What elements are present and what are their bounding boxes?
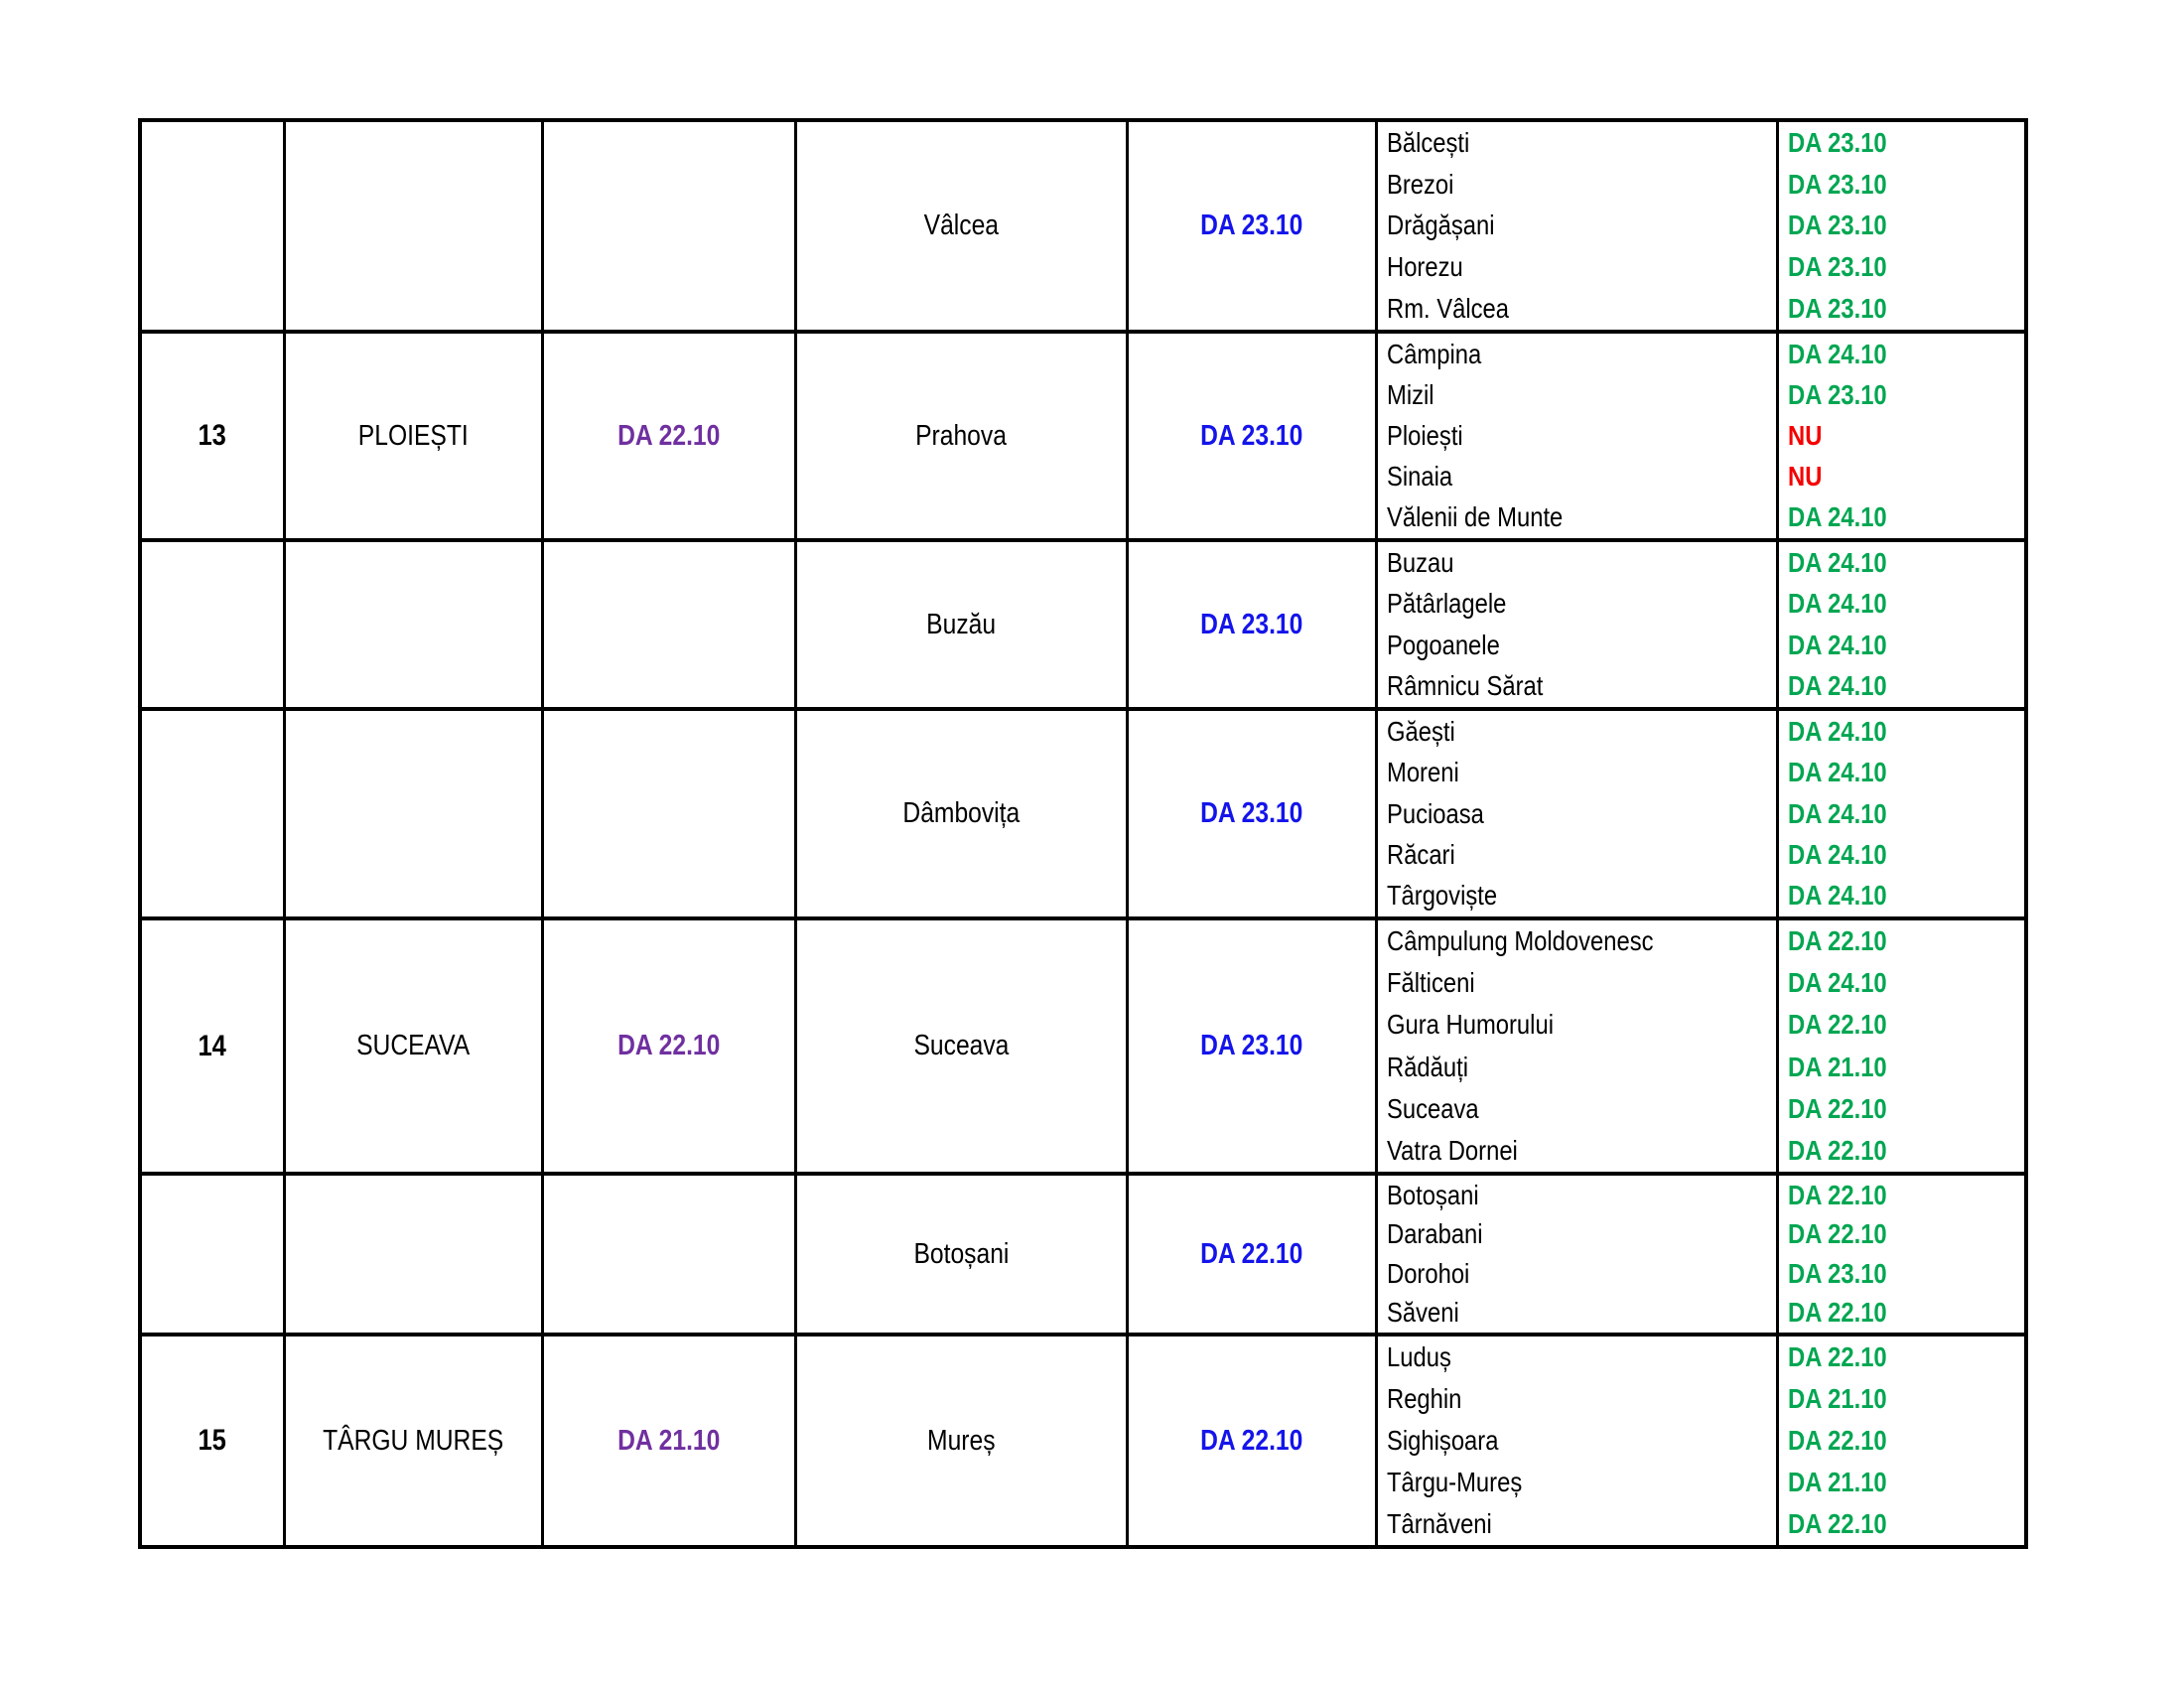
county-cell: [794, 711, 1126, 916]
locality-status-row: [1779, 584, 2024, 626]
locality-status: DA 24.10: [1788, 797, 1887, 829]
locality-status-row: [1779, 457, 2024, 497]
locality-row: [1378, 1420, 1776, 1462]
locality-list-cell: [1375, 334, 1776, 538]
locality-row: [1378, 497, 1776, 538]
municipality-status: DA 22.10: [617, 1030, 721, 1061]
table-row: [142, 1172, 2024, 1333]
locality-status-row: [1779, 542, 2024, 584]
municipality-status-cell: [541, 920, 794, 1172]
locality-status-list-cell: [1776, 1176, 2024, 1333]
locality-status: DA 22.10: [1788, 1341, 1887, 1372]
locality-list-cell: [1375, 1336, 1776, 1545]
row-number-cell: [142, 711, 283, 916]
locality-status: DA 23.10: [1788, 251, 1887, 283]
row-number-cell: [142, 1336, 283, 1545]
locality-status-list-cell: [1776, 122, 2024, 330]
locality-name: Târgoviște: [1387, 880, 1498, 912]
locality-status-row: [1779, 122, 2024, 164]
locality-status-row: [1779, 920, 2024, 962]
table-row: [142, 538, 2024, 707]
county-status: DA 23.10: [1200, 608, 1303, 640]
locality-status: DA 23.10: [1788, 168, 1887, 200]
county-status-cell: [1126, 542, 1375, 707]
locality-status-row: [1779, 876, 2024, 916]
locality-status: DA 24.10: [1788, 967, 1887, 999]
locality-name: Pătârlagele: [1387, 588, 1507, 620]
locality-status: DA 23.10: [1788, 210, 1887, 241]
locality-status-row: [1779, 1294, 2024, 1334]
locality-name: Vatra Dornei: [1387, 1134, 1518, 1166]
locality-status-list-cell: [1776, 334, 2024, 538]
row-number: 14: [198, 1029, 227, 1062]
locality-row: [1378, 1130, 1776, 1172]
locality-name: Câmpulung Moldovenesc: [1387, 925, 1654, 957]
locality-status-row: [1779, 625, 2024, 666]
locality-name: Pogoanele: [1387, 629, 1500, 660]
locality-name: Botoșani: [1387, 1179, 1479, 1210]
locality-status-row: [1779, 752, 2024, 792]
locality-name: Dorohoi: [1387, 1257, 1470, 1289]
locality-status: DA 22.10: [1788, 1297, 1887, 1329]
locality-status: DA 22.10: [1788, 1134, 1887, 1166]
locality-row: [1378, 1378, 1776, 1420]
county-status: DA 23.10: [1200, 797, 1303, 829]
locality-name: Drăgășani: [1387, 210, 1495, 241]
locality-row: [1378, 962, 1776, 1004]
locality-name: Rădăuți: [1387, 1051, 1469, 1082]
locality-row: [1378, 1088, 1776, 1130]
table-row: [142, 122, 2024, 330]
locality-list-cell: [1375, 920, 1776, 1172]
locality-status: NU: [1788, 461, 1823, 492]
locality-status: DA 21.10: [1788, 1051, 1887, 1082]
county-status: DA 23.10: [1200, 1030, 1303, 1061]
county-name: Buzău: [926, 608, 997, 640]
locality-status: DA 23.10: [1788, 1257, 1887, 1289]
locality-row: [1378, 246, 1776, 288]
locality-name: Săveni: [1387, 1297, 1459, 1329]
county-name: Vâlcea: [923, 210, 1000, 241]
locality-row: [1378, 415, 1776, 456]
table-row: [142, 330, 2024, 538]
locality-list-cell: [1375, 711, 1776, 916]
locality-status-row: [1779, 1254, 2024, 1294]
locality-name: Fălticeni: [1387, 967, 1475, 999]
locality-row: [1378, 1462, 1776, 1503]
locality-status: DA 22.10: [1788, 1009, 1887, 1041]
locality-status: DA 24.10: [1788, 629, 1887, 660]
locality-status-row: [1779, 1176, 2024, 1215]
table-row: [142, 1333, 2024, 1545]
locality-name: Bălcești: [1387, 126, 1470, 158]
locality-name: Horezu: [1387, 251, 1463, 283]
locality-row: [1378, 206, 1776, 247]
locality-status-list-cell: [1776, 542, 2024, 707]
row-number: 15: [198, 1424, 227, 1457]
row-number-cell: [142, 542, 283, 707]
county-status: DA 23.10: [1200, 210, 1303, 241]
locality-status: DA 21.10: [1788, 1467, 1887, 1497]
locality-status-row: [1779, 1336, 2024, 1378]
locality-name: Brezoi: [1387, 168, 1454, 200]
municipality-status: DA 22.10: [617, 419, 721, 452]
county-name: Dâmbovița: [902, 797, 1021, 829]
county-name: Botoșani: [913, 1237, 1010, 1270]
locality-name: Câmpina: [1387, 338, 1482, 369]
locality-row: [1378, 625, 1776, 666]
locality-status: DA 22.10: [1788, 1425, 1887, 1456]
municipality-status-cell: [541, 542, 794, 707]
locality-status: DA 24.10: [1788, 338, 1887, 369]
locality-list-cell: [1375, 122, 1776, 330]
locality-status: DA 23.10: [1788, 378, 1887, 410]
locality-row: [1378, 1336, 1776, 1378]
municipality-cell: [283, 122, 541, 330]
locality-row: [1378, 164, 1776, 206]
locality-status-row: [1779, 164, 2024, 206]
locality-row: [1378, 1254, 1776, 1294]
locality-row: [1378, 1176, 1776, 1215]
locality-status-row: [1779, 1088, 2024, 1130]
locality-status-row: [1779, 834, 2024, 875]
locality-status: DA 23.10: [1788, 126, 1887, 158]
municipality-cell: [283, 920, 541, 1172]
locality-status-row: [1779, 962, 2024, 1004]
locality-status-row: [1779, 1420, 2024, 1462]
locality-name: Vălenii de Munte: [1387, 501, 1564, 533]
locality-row: [1378, 542, 1776, 584]
county-status-cell: [1126, 711, 1375, 916]
locality-status: DA 24.10: [1788, 546, 1887, 578]
locality-name: Buzau: [1387, 546, 1454, 578]
locality-row: [1378, 1047, 1776, 1088]
county-cell: [794, 1336, 1126, 1545]
locality-name: Râmnicu Sărat: [1387, 670, 1544, 702]
locality-status-row: [1779, 1503, 2024, 1545]
locality-name: Luduș: [1387, 1341, 1451, 1372]
locality-row: [1378, 920, 1776, 962]
municipality-name: TÂRGU MUREȘ: [323, 1424, 504, 1457]
locality-status-row: [1779, 415, 2024, 456]
locality-row: [1378, 1294, 1776, 1334]
county-cell: [794, 334, 1126, 538]
locality-status: DA 21.10: [1788, 1383, 1887, 1414]
locality-row: [1378, 1004, 1776, 1046]
locality-status-row: [1779, 1130, 2024, 1172]
locality-name: Darabani: [1387, 1218, 1483, 1250]
locality-status-row: [1779, 497, 2024, 538]
municipality-status-cell: [541, 1176, 794, 1333]
locality-name: Găești: [1387, 715, 1455, 747]
locality-status: DA 24.10: [1788, 588, 1887, 620]
locality-status-row: [1779, 793, 2024, 834]
locality-row: [1378, 288, 1776, 330]
county-status-cell: [1126, 122, 1375, 330]
locality-row: [1378, 122, 1776, 164]
locality-name: Târgu-Mureș: [1387, 1467, 1523, 1497]
municipality-cell: [283, 1176, 541, 1333]
table-row: [142, 916, 2024, 1172]
locality-status-list-cell: [1776, 1336, 2024, 1545]
locality-status-list-cell: [1776, 920, 2024, 1172]
locality-list-cell: [1375, 542, 1776, 707]
municipality-cell: [283, 711, 541, 916]
row-number: 13: [198, 419, 227, 452]
row-number-cell: [142, 920, 283, 1172]
locality-status-row: [1779, 288, 2024, 330]
locality-status: NU: [1788, 420, 1823, 451]
locality-row: [1378, 1503, 1776, 1545]
locality-row: [1378, 666, 1776, 708]
locality-name: Moreni: [1387, 757, 1459, 788]
municipality-status-cell: [541, 1336, 794, 1545]
county-cell: [794, 1176, 1126, 1333]
locality-name: Reghin: [1387, 1383, 1462, 1414]
locality-row: [1378, 793, 1776, 834]
locality-list-cell: [1375, 1176, 1776, 1333]
locality-name: Mizil: [1387, 378, 1434, 410]
municipality-name: PLOIEȘTI: [358, 419, 469, 452]
locality-status: DA 23.10: [1788, 293, 1887, 325]
municipality-status-cell: [541, 334, 794, 538]
county-name: Mureș: [927, 1424, 996, 1457]
locality-status-row: [1779, 1004, 2024, 1046]
municipality-cell: [283, 542, 541, 707]
locality-row: [1378, 584, 1776, 626]
county-status-cell: [1126, 920, 1375, 1172]
municipality-cell: [283, 1336, 541, 1545]
locality-status: DA 22.10: [1788, 1092, 1887, 1124]
county-name: Suceava: [913, 1030, 1010, 1061]
locality-name: Sighișoara: [1387, 1425, 1499, 1456]
locality-status: DA 22.10: [1788, 1179, 1887, 1210]
locality-name: Târnăveni: [1387, 1508, 1492, 1539]
county-status: DA 22.10: [1200, 1237, 1303, 1270]
locality-status-row: [1779, 1378, 2024, 1420]
locality-status: DA 22.10: [1788, 1218, 1887, 1250]
county-name: Prahova: [915, 419, 1008, 452]
locality-status: DA 24.10: [1788, 715, 1887, 747]
locality-row: [1378, 752, 1776, 792]
locality-status-row: [1779, 711, 2024, 752]
locality-status: DA 22.10: [1788, 1508, 1887, 1539]
county-cell: [794, 920, 1126, 1172]
locality-name: Rm. Vâlcea: [1387, 293, 1510, 325]
locality-name: Ploiești: [1387, 420, 1463, 451]
row-number-cell: [142, 1176, 283, 1333]
municipality-status: DA 21.10: [617, 1424, 721, 1457]
locality-name: Suceava: [1387, 1092, 1479, 1124]
county-status-cell: [1126, 1176, 1375, 1333]
locality-row: [1378, 711, 1776, 752]
county-status-cell: [1126, 334, 1375, 538]
municipality-cell: [283, 334, 541, 538]
locality-status-row: [1779, 246, 2024, 288]
municipality-status-cell: [541, 122, 794, 330]
locality-name: Gura Humorului: [1387, 1009, 1554, 1041]
county-cell: [794, 122, 1126, 330]
municipality-name: SUCEAVA: [356, 1030, 471, 1061]
locality-status: DA 24.10: [1788, 670, 1887, 702]
locality-row: [1378, 457, 1776, 497]
table-row: [142, 707, 2024, 916]
locality-status: DA 22.10: [1788, 925, 1887, 957]
row-number-cell: [142, 334, 283, 538]
locality-status: DA 24.10: [1788, 501, 1887, 533]
locality-status-row: [1779, 334, 2024, 374]
locality-row: [1378, 334, 1776, 374]
locality-name: Sinaia: [1387, 461, 1453, 492]
locality-status-row: [1779, 374, 2024, 415]
locality-name: Pucioasa: [1387, 797, 1484, 829]
locality-status-row: [1779, 1047, 2024, 1088]
county-cell: [794, 542, 1126, 707]
table: [138, 118, 2028, 1549]
locality-status-row: [1779, 206, 2024, 247]
county-status: DA 23.10: [1200, 419, 1303, 452]
row-number-cell: [142, 122, 283, 330]
locality-status: DA 24.10: [1788, 838, 1887, 870]
county-status: DA 22.10: [1200, 1424, 1303, 1457]
locality-status-row: [1779, 1215, 2024, 1255]
locality-status-row: [1779, 1462, 2024, 1503]
locality-status: DA 24.10: [1788, 880, 1887, 912]
locality-row: [1378, 834, 1776, 875]
locality-row: [1378, 374, 1776, 415]
locality-status: DA 24.10: [1788, 757, 1887, 788]
county-status-cell: [1126, 1336, 1375, 1545]
locality-name: Răcari: [1387, 838, 1455, 870]
locality-status-row: [1779, 666, 2024, 708]
locality-row: [1378, 876, 1776, 916]
locality-row: [1378, 1215, 1776, 1255]
locality-status-list-cell: [1776, 711, 2024, 916]
municipality-status-cell: [541, 711, 794, 916]
